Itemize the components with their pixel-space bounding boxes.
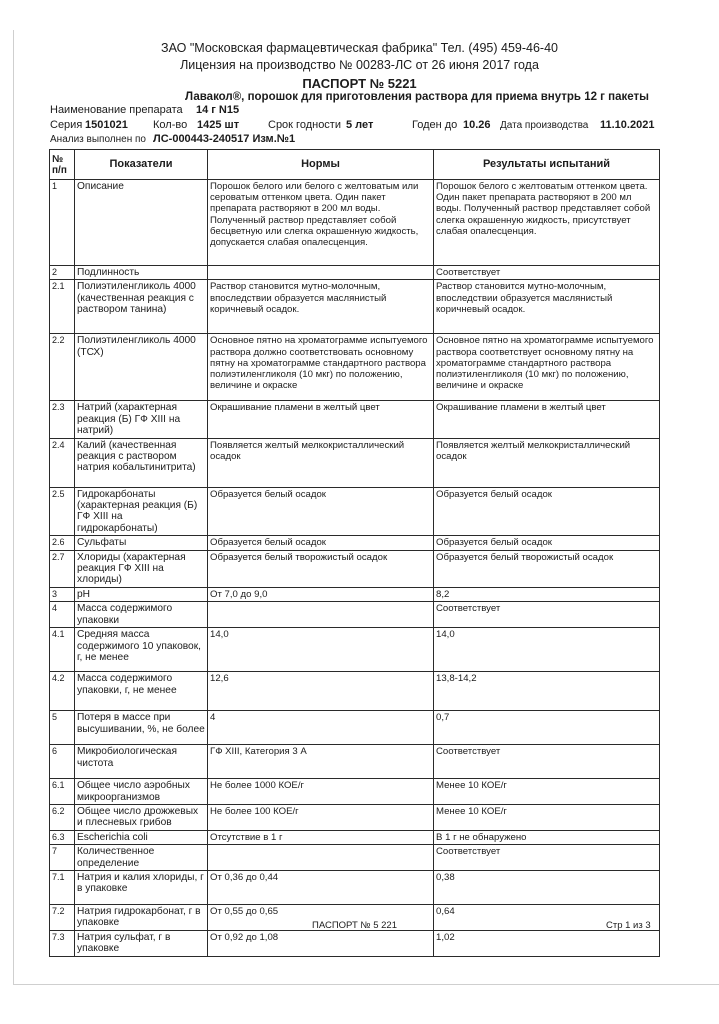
row-indicator: pH <box>75 587 208 601</box>
row-norm: Не более 1000 КОЕ/г <box>208 779 434 805</box>
row-result: 8,2 <box>434 587 660 601</box>
row-result: 13,8-14,2 <box>434 672 660 711</box>
footer-doc: ПАСПОРТ № 5 221 <box>312 920 397 931</box>
qty-value: 1425 шт <box>197 119 240 131</box>
row-number: 5 <box>50 711 75 745</box>
row-indicator: Натрия сульфат, г в упаковке <box>75 930 208 956</box>
valid-value: 10.26 <box>463 119 491 131</box>
test-results-table <box>49 149 660 957</box>
row-indicator: Средняя масса содержимого 10 упаковок, г, не менее <box>75 628 208 672</box>
row-result: Образуется белый осадок <box>434 487 660 536</box>
row-number: 2 <box>50 266 75 280</box>
table-row <box>50 672 660 711</box>
table-row <box>50 830 660 844</box>
scan-edge-bottom <box>13 984 719 985</box>
table-row <box>50 870 660 904</box>
table-row <box>50 438 660 487</box>
table-row <box>50 930 660 956</box>
row-indicator: Описание <box>75 180 208 266</box>
row-indicator: Количественное определение <box>75 845 208 871</box>
table-row <box>50 602 660 628</box>
row-norm: От 0,55 до 0,65 <box>208 904 434 930</box>
row-number: 7 <box>50 845 75 871</box>
table-row <box>50 845 660 871</box>
row-indicator: Натрия гидрокарбонат, г в упаковке <box>75 904 208 930</box>
row-norm: 14,0 <box>208 628 434 672</box>
scan-edge-left <box>13 30 14 985</box>
row-result: 0,64 <box>434 904 660 930</box>
row-number: 2.3 <box>50 401 75 438</box>
row-norm: Появляется желтый мелкокристаллический осадок <box>208 438 434 487</box>
table-row <box>50 779 660 805</box>
header-norms: Нормы <box>208 150 434 180</box>
row-indicator: Хлориды (характерная реакция ГФ XIII на хлориды) <box>75 550 208 587</box>
header-number: № п/п <box>50 150 75 180</box>
row-indicator: Полиэтиленгликоль 4000 (ТСХ) <box>75 334 208 401</box>
row-norm: Образуется белый осадок <box>208 487 434 536</box>
row-norm: Не более 100 КОЕ/г <box>208 804 434 830</box>
row-number: 7.2 <box>50 904 75 930</box>
row-result: 0,7 <box>434 711 660 745</box>
row-norm <box>208 602 434 628</box>
row-indicator: Натрий (характерная реакция (Б) ГФ XIII на натрий) <box>75 401 208 438</box>
company-line: ЗАО "Московская фармацевтическая фабрика" Тел. (495) 459-46-40 <box>161 41 558 55</box>
row-number: 2.6 <box>50 536 75 550</box>
product-name: Лавакол®, порошок для приготовления раствора для приема внутрь 12 г пакеты <box>185 91 649 103</box>
row-norm: 12,6 <box>208 672 434 711</box>
shelf-value: 5 лет <box>346 119 374 131</box>
row-indicator: Полиэтиленгликоль 4000 (качественная реакция с раствором танина) <box>75 280 208 334</box>
row-result: 14,0 <box>434 628 660 672</box>
series-value: 1501021 <box>85 119 128 131</box>
product-label: Наименование препарата <box>50 104 183 116</box>
row-indicator: Масса содержимого упаковки <box>75 602 208 628</box>
table-row <box>50 487 660 536</box>
table-row <box>50 711 660 745</box>
row-result: Менее 10 КОЕ/г <box>434 779 660 805</box>
table-row <box>50 180 660 266</box>
row-norm: Образуется белый осадок <box>208 536 434 550</box>
license-line: Лицензия на производство № 00283-ЛС от 26 июня 2017 года <box>180 58 539 72</box>
footer-page: Стр 1 из 3 <box>606 920 651 931</box>
row-result: Появляется желтый мелкокристаллический осадок <box>434 438 660 487</box>
row-indicator: Потеря в массе при высушивании, %, не более <box>75 711 208 745</box>
date-value: 11.10.2021 <box>600 119 655 131</box>
row-number: 6.3 <box>50 830 75 844</box>
table-row <box>50 266 660 280</box>
row-norm: Порошок белого или белого с желтоватым или сероватым оттенком цвета. Один пакет препарата растворяют в 200 мл воды. Полученный раствор представляет собой бесцветную или слегка окрашенную жидкость, допускается слабая опалесценция. <box>208 180 434 266</box>
row-result: Менее 10 КОЕ/г <box>434 804 660 830</box>
qty-label: Кол-во <box>153 119 188 131</box>
row-number: 1 <box>50 180 75 266</box>
row-result: Раствор становится мутно-молочным, впоследствии образуется маслянистый коричневый осадок. <box>434 280 660 334</box>
table-row <box>50 587 660 601</box>
row-result: Порошок белого с желтоватым оттенком цвета. Один пакет препарата растворяют в 200 мл воды. Полученный раствор представляет собой слегка окрашенную жидкость, присутствует слабая опалесценция. <box>434 180 660 266</box>
shelf-label: Срок годности <box>268 119 341 131</box>
row-result: 1,02 <box>434 930 660 956</box>
row-number: 4.1 <box>50 628 75 672</box>
row-indicator: Общее число аэробных микроорганизмов <box>75 779 208 805</box>
row-number: 6 <box>50 745 75 779</box>
row-result: Образуется белый творожистый осадок <box>434 550 660 587</box>
row-result: Соответствует <box>434 845 660 871</box>
row-norm: 4 <box>208 711 434 745</box>
row-indicator: Сульфаты <box>75 536 208 550</box>
row-indicator: Микробиологическая чистота <box>75 745 208 779</box>
row-number: 2.7 <box>50 550 75 587</box>
table-row <box>50 804 660 830</box>
row-norm <box>208 266 434 280</box>
row-number: 2.2 <box>50 334 75 401</box>
row-number: 4.2 <box>50 672 75 711</box>
row-norm: Отсутствие в 1 г <box>208 830 434 844</box>
row-norm: Раствор становится мутно-молочным, впоследствии образуется маслянистый коричневый осадок. <box>208 280 434 334</box>
row-norm: Окрашивание пламени в желтый цвет <box>208 401 434 438</box>
row-result: Соответствует <box>434 602 660 628</box>
row-norm <box>208 845 434 871</box>
row-number: 3 <box>50 587 75 601</box>
row-norm: От 0,36 до 0,44 <box>208 870 434 904</box>
row-number: 6.1 <box>50 779 75 805</box>
passport-title: ПАСПОРТ № 5221 <box>302 76 417 91</box>
row-norm: Образуется белый творожистый осадок <box>208 550 434 587</box>
row-indicator: Гидрокарбонаты (характерная реакция (Б) ГФ XIII на гидрокарбонаты) <box>75 487 208 536</box>
row-result: Образуется белый осадок <box>434 536 660 550</box>
row-result: Окрашивание пламени в желтый цвет <box>434 401 660 438</box>
row-indicator: Подлинность <box>75 266 208 280</box>
valid-label: Годен до <box>412 119 458 131</box>
analysis-value: ЛС-000443-240517 Изм.№1 <box>153 133 296 145</box>
table-row <box>50 401 660 438</box>
row-result: 0,38 <box>434 870 660 904</box>
table-row <box>50 334 660 401</box>
row-norm: От 7,0 до 9,0 <box>208 587 434 601</box>
row-number: 2.5 <box>50 487 75 536</box>
table-row <box>50 550 660 587</box>
header-results: Результаты испытаний <box>434 150 660 180</box>
table-row <box>50 536 660 550</box>
row-number: 4 <box>50 602 75 628</box>
row-indicator: Масса содержимого упаковки, г, не менее <box>75 672 208 711</box>
row-result: В 1 г не обнаружено <box>434 830 660 844</box>
table-row <box>50 280 660 334</box>
row-number: 2.4 <box>50 438 75 487</box>
row-indicator: Escherichia coli <box>75 830 208 844</box>
table-header-row <box>50 150 660 180</box>
table-row <box>50 628 660 672</box>
row-indicator: Общее число дрожжевых и плесневых грибов <box>75 804 208 830</box>
row-result: Основное пятно на хроматограмме испытуемого раствора соответствует основному пятну на хроматограмме стандартного раствора полиэтиленгликоля (10 мкг) по положению, величине и окраске <box>434 334 660 401</box>
row-number: 7.1 <box>50 870 75 904</box>
series-label: Серия <box>50 119 83 131</box>
table-row <box>50 745 660 779</box>
row-indicator: Натрия и калия хлориды, г в упаковке <box>75 870 208 904</box>
row-number: 7.3 <box>50 930 75 956</box>
header-indicators: Показатели <box>75 150 208 180</box>
row-indicator: Калий (качественная реакция с раствором натрия кобальтинитрита) <box>75 438 208 487</box>
row-result: Соответствует <box>434 266 660 280</box>
row-norm: ГФ XIII, Категория 3 А <box>208 745 434 779</box>
row-norm: Основное пятно на хроматограмме испытуемого раствора должно соответствовать основному пятну на хроматограмме стандартного раствора полиэтиленгликоля (10 мкг) по положению, величине и окраске <box>208 334 434 401</box>
row-number: 6.2 <box>50 804 75 830</box>
row-norm: От 0,92 до 1,08 <box>208 930 434 956</box>
product-pack: 14 г N15 <box>196 104 240 116</box>
date-label: Дата производства <box>500 120 589 131</box>
row-number: 2.1 <box>50 280 75 334</box>
row-result: Соответствует <box>434 745 660 779</box>
analysis-label: Анализ выполнен по <box>50 134 146 145</box>
